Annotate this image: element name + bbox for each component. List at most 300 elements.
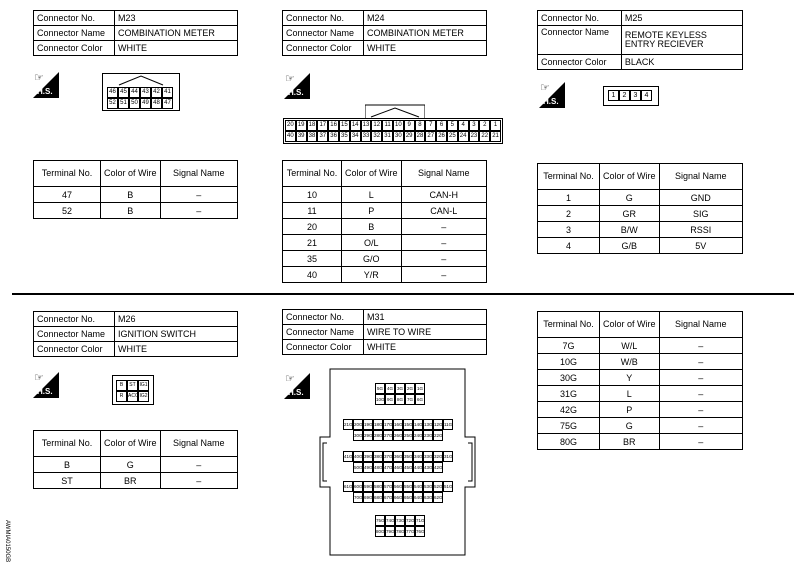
connector-pin: 36G xyxy=(393,451,403,462)
connector-pin: 40 xyxy=(285,131,296,142)
wire-color-cell: W/B xyxy=(600,354,660,370)
label-connector-name: Connector Name xyxy=(34,327,115,342)
terminal-no-cell: ST xyxy=(34,473,101,489)
signal-name-cell: – xyxy=(401,219,486,235)
connector-pin: 46G xyxy=(393,462,403,473)
m25-name: REMOTE KEYLESS ENTRY RECIEVER xyxy=(621,26,742,55)
wire-color-cell: BR xyxy=(101,473,161,489)
connector-pin: 7 xyxy=(425,120,436,131)
connector-pin: 11 xyxy=(382,120,393,131)
m23-key-shape xyxy=(117,74,165,86)
connector-pin: 63G xyxy=(423,492,433,503)
signal-name-cell: – xyxy=(401,251,486,267)
signal-name-cell: – xyxy=(659,402,742,418)
connector-pin: 18 xyxy=(307,120,318,131)
wire-color-cell: G/O xyxy=(342,251,402,267)
m31-terminal-table xyxy=(537,311,743,450)
wire-color-cell: Y xyxy=(600,370,660,386)
label-connector-color: Connector Color xyxy=(283,340,364,355)
table-row xyxy=(283,235,487,251)
m24-key-shape xyxy=(365,103,425,119)
connector-pin: 49 xyxy=(140,98,151,109)
m23-terminal-table xyxy=(33,160,238,219)
connector-pin: IG1 xyxy=(138,380,149,391)
connector-pin: 11G xyxy=(443,419,453,430)
signal-name-cell: – xyxy=(401,267,486,283)
terminal-no-cell: 52 xyxy=(34,203,101,219)
m25-terminal-table xyxy=(537,163,743,254)
label-connector-name: Connector Name xyxy=(283,325,364,340)
terminal-no-cell: 3 xyxy=(538,222,600,238)
table-row xyxy=(283,203,487,219)
table-row xyxy=(34,473,238,489)
connector-pin: 62G xyxy=(433,492,443,503)
terminal-no-cell: 35 xyxy=(283,251,342,267)
label-connector-name: Connector Name xyxy=(283,26,364,41)
connector-pin: R xyxy=(116,391,127,402)
label-connector-color: Connector Color xyxy=(283,41,364,56)
connector-pin: 40G xyxy=(353,451,363,462)
connector-pin: 20 xyxy=(285,120,296,131)
th-terminal-no: Terminal No. xyxy=(283,161,342,187)
hs-icon: ☞ H.S. xyxy=(284,373,310,399)
table-row xyxy=(538,222,743,238)
connector-pin: 20G xyxy=(353,419,363,430)
connector-pin: 26G xyxy=(393,430,403,441)
wire-color-cell: L xyxy=(600,386,660,402)
wire-color-cell: W/L xyxy=(600,338,660,354)
terminal-no-cell: 42G xyxy=(538,402,600,418)
connector-pin: 66G xyxy=(393,492,403,503)
terminal-no-cell: 21 xyxy=(283,235,342,251)
wire-color-cell: B/W xyxy=(600,222,660,238)
connector-pin: 41 xyxy=(162,87,173,98)
connector-pin: 3 xyxy=(469,120,480,131)
th-signal-name: Signal Name xyxy=(401,161,486,187)
table-row xyxy=(283,251,487,267)
connector-pin: 43 xyxy=(140,87,151,98)
wire-color-cell: Y/R xyxy=(342,267,402,283)
signal-name-cell: – xyxy=(160,473,237,489)
connector-pin: 56G xyxy=(393,481,403,492)
connector-pin: 6G xyxy=(415,394,425,405)
m24-name: COMBINATION METER xyxy=(364,26,487,41)
connector-pin: 22G xyxy=(433,430,443,441)
connector-pin: 58G xyxy=(373,481,383,492)
terminal-no-cell: 1 xyxy=(538,190,600,206)
connector-pin: 47 xyxy=(162,98,173,109)
connector-pin: 77G xyxy=(405,526,415,537)
connector-pin: 23 xyxy=(469,131,480,142)
label-connector-no: Connector No. xyxy=(283,11,364,26)
connector-pin: 1G xyxy=(415,383,425,394)
terminal-no-cell: 47 xyxy=(34,187,101,203)
connector-pin: 35 xyxy=(339,131,350,142)
terminal-no-cell: B xyxy=(34,457,101,473)
signal-name-cell: SIG xyxy=(659,206,742,222)
terminal-no-cell: 2 xyxy=(538,206,600,222)
connector-pin: 33G xyxy=(423,451,433,462)
connector-pin: 32G xyxy=(433,451,443,462)
connector-pin: 54G xyxy=(413,481,423,492)
connector-pin: 14 xyxy=(350,120,361,131)
m31-connector-face xyxy=(315,367,480,557)
wire-color-cell: B xyxy=(342,219,402,235)
table-row xyxy=(538,418,743,434)
m26-info-table xyxy=(33,311,238,357)
connector-pin: 15G xyxy=(403,419,413,430)
section-divider xyxy=(12,293,794,295)
m24-info-table xyxy=(282,10,487,56)
connector-pin: 50G xyxy=(353,462,363,473)
m25-no: M25 xyxy=(621,11,742,26)
connector-pin: 45 xyxy=(118,87,129,98)
connector-pin: 59G xyxy=(363,481,373,492)
th-signal-name: Signal Name xyxy=(659,164,742,190)
connector-pin: 7G xyxy=(405,394,415,405)
connector-pin: 35G xyxy=(403,451,413,462)
wire-color-cell: G xyxy=(600,190,660,206)
connector-pin: 67G xyxy=(383,492,393,503)
connector-pin: 9G xyxy=(385,394,395,405)
connector-pin: 25G xyxy=(403,430,413,441)
connector-pin: 42 xyxy=(151,87,162,98)
m26-pin-grid xyxy=(116,380,149,402)
connector-pin: 44 xyxy=(129,87,140,98)
connector-pin: 9 xyxy=(404,120,415,131)
connector-pin: 45G xyxy=(403,462,413,473)
th-color-of-wire: Color of Wire xyxy=(600,312,660,338)
connector-pin: 34 xyxy=(350,131,361,142)
label-connector-color: Connector Color xyxy=(34,342,115,357)
label-connector-name: Connector Name xyxy=(34,26,115,41)
table-row xyxy=(538,354,743,370)
table-row xyxy=(283,187,487,203)
m31-pin-block xyxy=(375,515,425,537)
connector-pin: 8G xyxy=(395,394,405,405)
connector-pin: 6 xyxy=(436,120,447,131)
signal-name-cell: – xyxy=(160,187,237,203)
connector-pin: 21 xyxy=(490,131,501,142)
connector-pin: 3 xyxy=(630,90,641,101)
connector-pin: 28 xyxy=(415,131,426,142)
table-row xyxy=(538,434,743,450)
th-signal-name: Signal Name xyxy=(160,431,237,457)
connector-pin: 14G xyxy=(413,419,423,430)
th-color-of-wire: Color of Wire xyxy=(342,161,402,187)
m23-color: WHITE xyxy=(115,41,238,56)
terminal-no-cell: 80G xyxy=(538,434,600,450)
hs-icon: ☞ H.S. xyxy=(33,372,59,398)
connector-pin: 74G xyxy=(385,515,395,526)
connector-pin: 73G xyxy=(395,515,405,526)
wire-color-cell: B xyxy=(101,203,161,219)
connector-pin: 57G xyxy=(383,481,393,492)
connector-pin: 19G xyxy=(363,419,373,430)
th-color-of-wire: Color of Wire xyxy=(600,164,660,190)
table-row xyxy=(34,203,238,219)
m26-color: WHITE xyxy=(115,342,238,357)
m25-connector-face xyxy=(603,86,659,106)
signal-name-cell: – xyxy=(659,338,742,354)
connector-pin: 25 xyxy=(447,131,458,142)
connector-pin: 30G xyxy=(353,430,363,441)
connector-pin: 51 xyxy=(118,98,129,109)
connector-pin: 49G xyxy=(363,462,373,473)
connector-pin: 69G xyxy=(363,492,373,503)
connector-pin: 71G xyxy=(415,515,425,526)
connector-pin: 5G xyxy=(375,383,385,394)
terminal-no-cell: 10G xyxy=(538,354,600,370)
m31-name: WIRE TO WIRE xyxy=(364,325,487,340)
signal-name-cell: – xyxy=(401,235,486,251)
connector-pin: 2 xyxy=(619,90,630,101)
connector-pin: 43G xyxy=(423,462,433,473)
connector-pin: 16 xyxy=(328,120,339,131)
terminal-no-cell: 40 xyxy=(283,267,342,283)
m31-pin-block xyxy=(343,451,453,473)
table-row xyxy=(538,370,743,386)
m25-info-table xyxy=(537,10,743,70)
connector-pin: 80G xyxy=(375,526,385,537)
connector-pin: 16G xyxy=(393,419,403,430)
connector-pin: 23G xyxy=(423,430,433,441)
th-terminal-no: Terminal No. xyxy=(538,164,600,190)
terminal-no-cell: 4 xyxy=(538,238,600,254)
table-row xyxy=(538,238,743,254)
label-connector-color: Connector Color xyxy=(34,41,115,56)
m23-no: M23 xyxy=(115,11,238,26)
label-connector-no: Connector No. xyxy=(34,312,115,327)
connector-pin: 29G xyxy=(363,430,373,441)
connector-pin: 12 xyxy=(371,120,382,131)
m23-pin-grid xyxy=(107,87,173,109)
m26-no: M26 xyxy=(115,312,238,327)
connector-pin: 38G xyxy=(373,451,383,462)
connector-pin: 24G xyxy=(413,430,423,441)
connector-pin: 72G xyxy=(405,515,415,526)
connector-pin: 13G xyxy=(423,419,433,430)
th-terminal-no: Terminal No. xyxy=(538,312,600,338)
connector-pin: ACC xyxy=(127,391,138,402)
connector-pin: 29 xyxy=(404,131,415,142)
m24-color: WHITE xyxy=(364,41,487,56)
m24-pin-grid xyxy=(283,118,503,144)
table-row xyxy=(34,457,238,473)
connector-pin: 47G xyxy=(383,462,393,473)
connector-pin: 53G xyxy=(423,481,433,492)
connector-pin: 28G xyxy=(373,430,383,441)
connector-pin: 50 xyxy=(129,98,140,109)
connector-pin: 2 xyxy=(479,120,490,131)
connector-pin: IG2 xyxy=(138,391,149,402)
signal-name-cell: – xyxy=(160,457,237,473)
wire-color-cell: GR xyxy=(600,206,660,222)
connector-pin: 39 xyxy=(296,131,307,142)
connector-pin: 52 xyxy=(107,98,118,109)
signal-name-cell: CAN-L xyxy=(401,203,486,219)
connector-pin: 15 xyxy=(339,120,350,131)
connector-pin: 52G xyxy=(433,481,443,492)
table-row xyxy=(283,219,487,235)
connector-pin: 26 xyxy=(436,131,447,142)
terminal-no-cell: 11 xyxy=(283,203,342,219)
terminal-no-cell: 31G xyxy=(538,386,600,402)
connector-pin: 10 xyxy=(393,120,404,131)
wire-color-cell: BR xyxy=(600,434,660,450)
connector-pin: 68G xyxy=(373,492,383,503)
connector-pin: 2G xyxy=(405,383,415,394)
connector-pin: 64G xyxy=(413,492,423,503)
signal-name-cell: – xyxy=(659,386,742,402)
connector-pin: 4 xyxy=(458,120,469,131)
th-terminal-no: Terminal No. xyxy=(34,431,101,457)
connector-pin: 39G xyxy=(363,451,373,462)
connector-pin: 27G xyxy=(383,430,393,441)
m26-name: IGNITION SWITCH xyxy=(115,327,238,342)
connector-pin: 44G xyxy=(413,462,423,473)
connector-pin: ST xyxy=(127,380,138,391)
connector-pin: 51G xyxy=(443,481,453,492)
table-row xyxy=(538,386,743,402)
m25-color: BLACK xyxy=(621,55,742,70)
m25-pin-row xyxy=(608,90,652,101)
wire-color-cell: G xyxy=(101,457,161,473)
connector-pin: 79G xyxy=(385,526,395,537)
m31-info-table xyxy=(282,309,487,355)
terminal-no-cell: 20 xyxy=(283,219,342,235)
connector-pin: 70G xyxy=(353,492,363,503)
connector-pin: 32 xyxy=(371,131,382,142)
signal-name-cell: RSSI xyxy=(659,222,742,238)
connector-pin: 48 xyxy=(151,98,162,109)
wire-color-cell: P xyxy=(342,203,402,219)
connector-pin: 37 xyxy=(317,131,328,142)
wire-color-cell: O/L xyxy=(342,235,402,251)
connector-pin: 18G xyxy=(373,419,383,430)
signal-name-cell: – xyxy=(659,434,742,450)
connector-pin: 22 xyxy=(479,131,490,142)
connector-pin: 1 xyxy=(490,120,501,131)
m31-pin-block xyxy=(375,383,425,405)
th-color-of-wire: Color of Wire xyxy=(101,431,161,457)
connector-pin: 36 xyxy=(328,131,339,142)
connector-pin: 78G xyxy=(395,526,405,537)
m23-info-table xyxy=(33,10,238,56)
connector-pin: 8 xyxy=(415,120,426,131)
th-terminal-no: Terminal No. xyxy=(34,161,101,187)
connector-pin: 31G xyxy=(443,451,453,462)
signal-name-cell: – xyxy=(160,203,237,219)
wire-color-cell: B xyxy=(101,187,161,203)
m24-terminal-table xyxy=(282,160,487,283)
connector-pin: 10G xyxy=(375,394,385,405)
hs-icon: ☞ H.S. xyxy=(539,82,565,108)
connector-pin: 4 xyxy=(641,90,652,101)
connector-pin: 65G xyxy=(403,492,413,503)
connector-pin: 12G xyxy=(433,419,443,430)
connector-pin: 46 xyxy=(107,87,118,98)
table-row xyxy=(283,267,487,283)
m24-no: M24 xyxy=(364,11,487,26)
connector-pin: 24 xyxy=(458,131,469,142)
connector-pin: 61G xyxy=(343,481,353,492)
m23-connector-face xyxy=(102,73,180,111)
m24-connector-face xyxy=(283,103,505,139)
m26-terminal-table xyxy=(33,430,238,489)
label-connector-color: Connector Color xyxy=(538,55,622,70)
connector-pin: 42G xyxy=(433,462,443,473)
connector-pin: 1 xyxy=(608,90,619,101)
table-row xyxy=(538,190,743,206)
terminal-no-cell: 10 xyxy=(283,187,342,203)
label-connector-no: Connector No. xyxy=(34,11,115,26)
table-row xyxy=(538,338,743,354)
terminal-no-cell: 30G xyxy=(538,370,600,386)
terminal-no-cell: 75G xyxy=(538,418,600,434)
connector-pin: 34G xyxy=(413,451,423,462)
wire-color-cell: G xyxy=(600,418,660,434)
connector-pin: 31 xyxy=(382,131,393,142)
th-color-of-wire: Color of Wire xyxy=(101,161,161,187)
connector-pin: 17G xyxy=(383,419,393,430)
connector-pin: 48G xyxy=(373,462,383,473)
connector-pin: 30 xyxy=(393,131,404,142)
connector-pin: 60G xyxy=(353,481,363,492)
m31-color: WHITE xyxy=(364,340,487,355)
m23-name: COMBINATION METER xyxy=(115,26,238,41)
connector-pin: 41G xyxy=(343,451,353,462)
m31-pin-block xyxy=(343,419,453,441)
table-row xyxy=(538,402,743,418)
signal-name-cell: GND xyxy=(659,190,742,206)
connector-pin: 37G xyxy=(383,451,393,462)
connector-pin: 21G xyxy=(343,419,353,430)
table-row xyxy=(538,206,743,222)
signal-name-cell: – xyxy=(659,370,742,386)
table-row xyxy=(34,187,238,203)
signal-name-cell: – xyxy=(659,418,742,434)
wire-color-cell: G/B xyxy=(600,238,660,254)
wire-color-cell: L xyxy=(342,187,402,203)
th-signal-name: Signal Name xyxy=(659,312,742,338)
connector-pin: 76G xyxy=(415,526,425,537)
m31-no: M31 xyxy=(364,310,487,325)
connector-pin: B xyxy=(116,380,127,391)
connector-pin: 19 xyxy=(296,120,307,131)
terminal-no-cell: 7G xyxy=(538,338,600,354)
hs-icon: ☞ H.S. xyxy=(33,72,59,98)
connector-pin: 75G xyxy=(375,515,385,526)
figure-code: AWMIA0150GB xyxy=(4,520,10,563)
label-connector-no: Connector No. xyxy=(283,310,364,325)
m26-connector-face xyxy=(112,375,154,405)
m31-pin-block xyxy=(343,481,453,503)
connector-pin: 27 xyxy=(425,131,436,142)
connector-pin: 4G xyxy=(385,383,395,394)
th-signal-name: Signal Name xyxy=(160,161,237,187)
connector-pin: 3G xyxy=(395,383,405,394)
connector-pin: 13 xyxy=(361,120,372,131)
wire-color-cell: P xyxy=(600,402,660,418)
connector-pin: 5 xyxy=(447,120,458,131)
connector-pin: 33 xyxy=(361,131,372,142)
connector-pin: 17 xyxy=(317,120,328,131)
signal-name-cell: 5V xyxy=(659,238,742,254)
label-connector-no: Connector No. xyxy=(538,11,622,26)
hs-icon: ☞ H.S. xyxy=(284,73,310,99)
connector-pin: 55G xyxy=(403,481,413,492)
